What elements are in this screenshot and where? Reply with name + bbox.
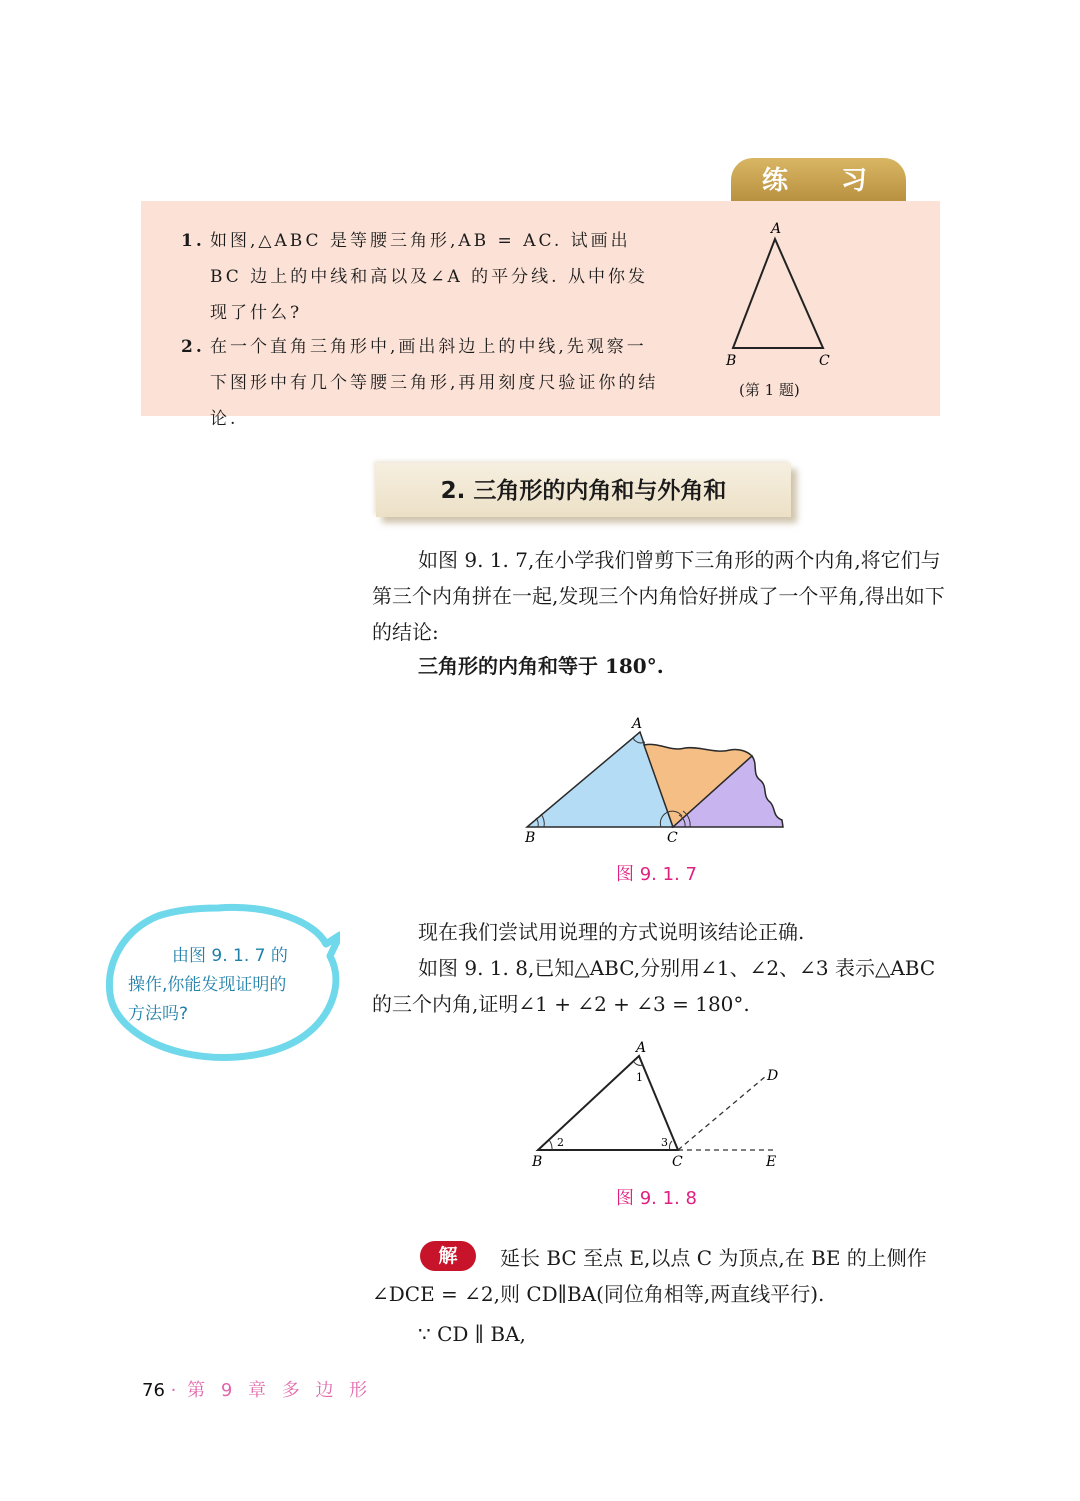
bubble-text: 由图 9. 1. 7 的操作,你能发现证明的方法吗? [128,946,288,1024]
exercise-item-number: 1. [181,231,205,251]
theorem-statement: 三角形的内角和等于 180°. [418,654,664,678]
vertex-label-b: B [532,1154,543,1170]
exercise-item-2 [181,329,661,437]
vertex-label-a: A [632,716,643,732]
chapter-title: 第 9 章 多 边 形 [187,1380,373,1401]
exercise-box [141,201,940,429]
figure-9-1-8 [526,1036,796,1176]
isosceles-triangle-figure [716,219,836,379]
angle-mark-3 [670,1141,672,1150]
solution-next-line: ∵ CD ∥ BA, [418,1322,526,1346]
vertex-label-b: B [726,353,737,369]
angle-label-3: 3 [661,1136,668,1149]
paragraph-3: 如图 9. 1. 8,已知△ABC,分别用∠1、∠2、∠3 表示△ABC 的三个内角,证明∠1 + ∠2 + ∠3 = 180°. [372,956,936,1016]
solution-badge: 解 [420,1241,476,1271]
exercise-figure-caption: (第 1 题) [739,381,800,399]
footer-separator: · [170,1380,182,1401]
angle-mark-2 [549,1140,552,1150]
vertex-label-a: A [636,1040,647,1056]
vertex-label-c: C [819,353,830,369]
vertex-label-b: B [525,830,536,846]
vertex-label-c: C [672,1154,683,1170]
intro-paragraph: 如图 9. 1. 7,在小学我们曾剪下三角形的两个内角,将它们与第三个内角拼在一起,发现三个内角恰好拼成了一个平角,得出如下的结论: [372,548,945,644]
page-number: 76 [142,1380,165,1401]
ray-cd [678,1076,766,1150]
section-title: 2. 三角形的内角和与外角和 [376,463,791,517]
figure-9-1-7 [520,712,800,847]
triangle-abc [733,239,823,348]
exercise-item-text: 如图,△ABC 是等腰三角形,AB = AC. 试画出 BC 边上的中线和高以及∠A 的平分线. 从中你发现了什么? [210,231,648,323]
figure-9-1-7-caption: 图 9. 1. 7 [616,864,697,885]
vertex-label-a: A [771,221,782,237]
exercise-item-number: 2. [181,337,205,357]
paragraph-2: 现在我们尝试用说理的方式说明该结论正确. [418,920,805,944]
exercise-item-text: 在一个直角三角形中,画出斜边上的中线,先观察一下图形中有几个等腰三角形,再用刻度尺验证你的结论. [210,337,659,429]
angle-label-2: 2 [557,1136,564,1149]
page-footer [142,1376,372,1402]
angle-label-1: 1 [636,1071,643,1084]
vertex-label-c: C [667,830,678,846]
solution-text: 延长 BC 至点 E,以点 C 为顶点,在 BE 的上侧作∠DCE = ∠2,则 CD∥BA(同位角相等,两直线平行). [372,1246,927,1306]
figure-9-1-8-caption: 图 9. 1. 8 [616,1188,697,1209]
point-label-e: E [766,1154,777,1170]
point-label-d: D [767,1068,779,1084]
exercise-tab: 练 习 [731,158,906,202]
exercise-item-1 [181,223,661,331]
